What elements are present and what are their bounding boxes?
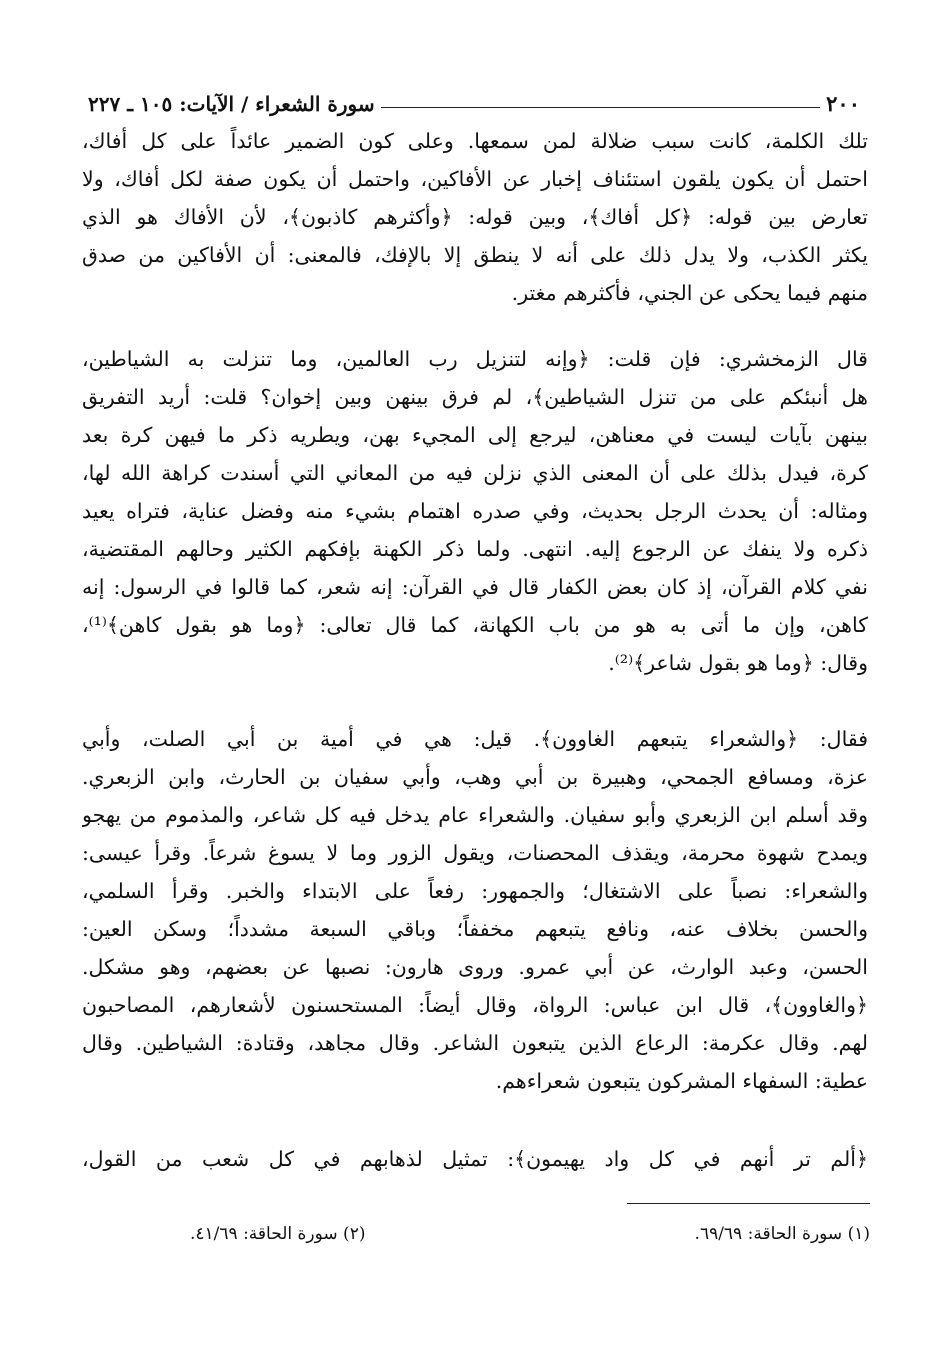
paragraph-1 <box>82 122 868 312</box>
paragraph-3 <box>82 720 868 1100</box>
text-line: بينهن بآيات ليست في معناهن، ليرجع إلى المجيء بهن، ويطريه ذكر ما فيهن كرة بعد <box>82 423 868 447</box>
text-line: والحسن بخلاف عنه، ونافع يتبعهم مخففاً؛ وباقي السبعة مشدداً؛ وسكن العين: <box>82 917 868 941</box>
page-number: ٢٠٠ <box>826 91 860 116</box>
text-line: نفي كلام القرآن، إذ كان بعض الكفار قال في القرآن: إنه شعر، كما قالوا في الرسول: إنه <box>82 575 868 599</box>
footnote-rule <box>627 1203 870 1204</box>
text-line: كرة، فيدل بذلك على أن المعنى الذي نزلن فيه من المعاني التي أسندت كراهة الله لها، <box>82 461 868 485</box>
header-rule <box>381 107 821 108</box>
text-line: منهم فيما يحكى عن الجني، فأكثرهم مغتر. <box>511 281 868 305</box>
paragraph-4 <box>82 1140 868 1178</box>
footnote-2: (٢) سورة الحاقة: ٤١/٦٩. <box>190 1224 366 1244</box>
text-line: احتمل أن يكون يلقون استئناف إخبار عن الأفاكين، واحتمل أن يكون صفة لكل أفاك، ولا <box>82 167 868 191</box>
text-line: ﴿والغاوون﴾، قال ابن عباس: الرواة، وقال أيضاً: المستحسنون لأشعارهم، المصاحبون <box>82 993 868 1017</box>
text-line: تلك الكلمة، كانت سبب ضلالة لمن سمعها. وعلى كون الضمير عائداً على كل أفاك، <box>82 129 868 153</box>
paragraph-2 <box>82 340 868 682</box>
text-line: ذكره ولا ينفك عن الرجوع إليه. انتهى. ولما ذكر الكهنة بإفكهم الكثير وحالهم المقتضية، <box>82 537 868 561</box>
text-line: والشعراء: نصباً على الاشتغال؛ والجمهور: رفعاً على الابتداء والخبر. وقرأ السلمي، <box>82 879 868 903</box>
text-line: وقال: ﴿وما هو بقول شاعر﴾⁽²⁾. <box>608 651 868 675</box>
text-line: ويمدح شهوة محرمة، ويقذف المحصنات، ويقول الزور وما لا يسوغ شرعاً. وقرأ عيسى: <box>82 841 868 865</box>
text-line: ﴿ألم تر أنهم في كل واد يهيمون﴾: تمثيل لذهابهم في كل شعب من القول، <box>82 1147 868 1171</box>
text-line: قال الزمخشري: فإن قلت: ﴿وإنه لتنزيل رب العالمين، وما تنزلت به الشياطين، <box>82 347 868 371</box>
text-line: ومثاله: أن يحدث الرجل بحديث، وفي صدره اهتمام بشيء منه وفضل عناية، فتراه يعيد <box>82 499 868 523</box>
footnote-1: (١) سورة الحاقة: ٦٩/٦٩. <box>694 1224 870 1244</box>
text-line: كاهن، وإن ما أتى به هو من باب الكهانة، كما قال تعالى: ﴿وما هو بقول كاهن﴾⁽¹⁾، <box>82 613 868 637</box>
running-header <box>88 74 860 114</box>
footnotes <box>190 1222 870 1246</box>
text-line: فقال: ﴿والشعراء يتبعهم الغاوون﴾. قيل: هي في أمية بن أبي الصلت، وأبي <box>82 727 868 751</box>
text-line: يكثر الكذب، ولا يدل ذلك على أنه لا ينطق إلا بالإفك، فالمعنى: أن الأفاكين من صدق <box>82 243 868 267</box>
text-line: هل أنبئكم على من تنزل الشياطين﴾، لم فرق بينهن وبين إخوان؟ قلت: أريد التفريق <box>82 385 868 409</box>
text-line: لهم. وقال عكرمة: الرعاع الذين يتبعون الشاعر. وقال مجاهد، وقتادة: الشياطين. وقال <box>82 1031 868 1055</box>
header-title: سورة الشعراء / الآيات: ١٠٥ ـ ٢٢٧ <box>88 92 375 116</box>
text-line: تعارض بين قوله: ﴿كل أفاك﴾، وبين قوله: ﴿وأكثرهم كاذبون﴾، لأن الأفاك هو الذي <box>82 205 868 229</box>
text-line: عزة، ومسافع الجمحي، وهبيرة بن أبي وهب، وأبي سفيان بن الحارث، وابن الزبعري. <box>82 765 868 789</box>
text-line: عطية: السفهاء المشركون يتبعون شعراءهم. <box>495 1069 868 1093</box>
text-line: وقد أسلم ابن الزبعري وأبو سفيان. والشعراء عام يدخل فيه كل شاعر، والمذموم من يهجو <box>82 803 868 827</box>
text-line: الحسن، وعبد الوارث، عن أبي عمرو. وروى هارون: نصبها عن بعضهم، وهو مشكل. <box>82 955 868 979</box>
